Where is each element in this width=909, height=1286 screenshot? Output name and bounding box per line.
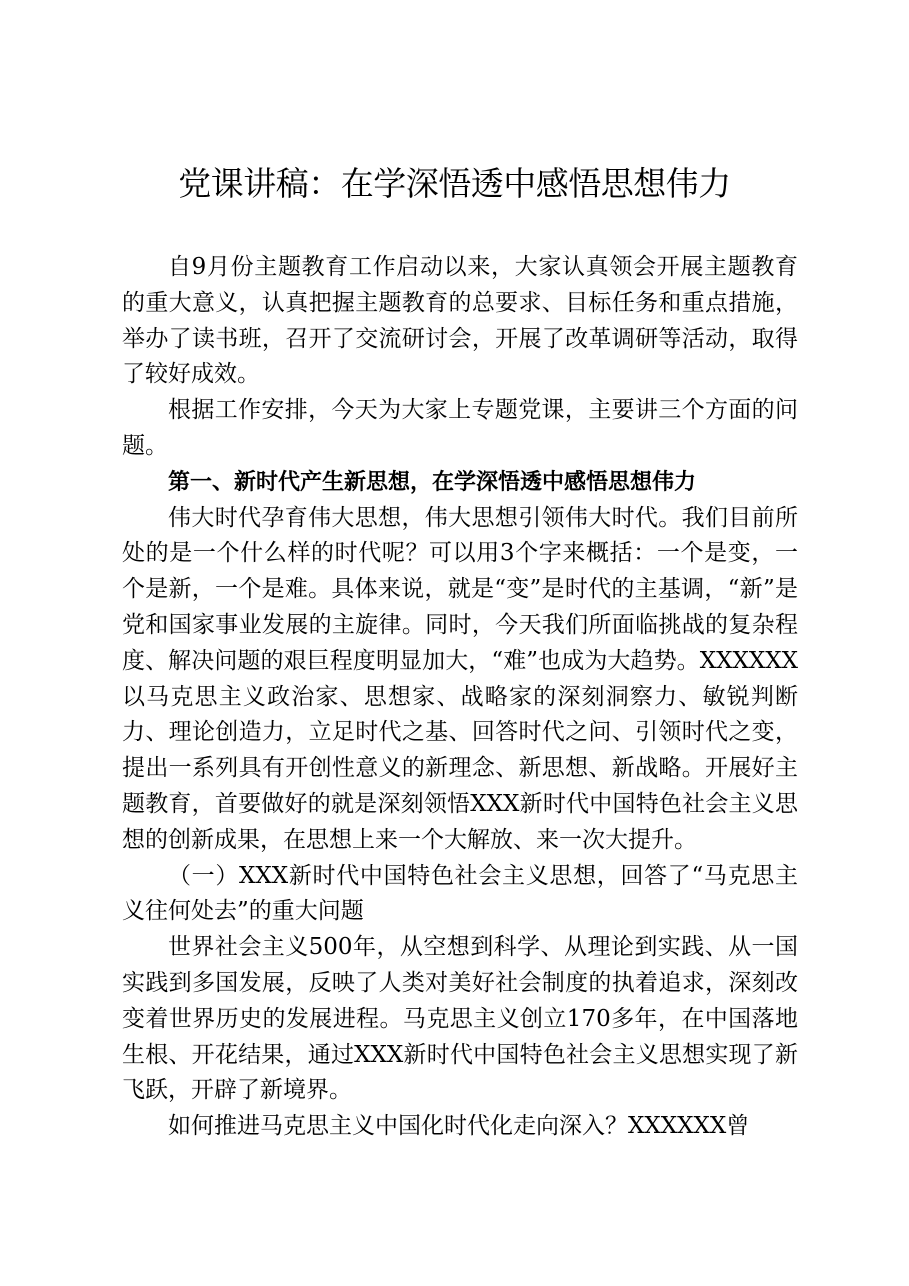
paragraph-arrangement: 根据工作安排，今天为大家上专题党课，主要讲三个方面的问题。 [122,397,798,459]
paragraph-era: 伟大时代孕育伟大思想，伟大思想引领伟大时代。我们目前所处的是一个什么样的时代呢？可以用3个字来概括：一个是变，一个是新，一个是难。具体来说，就是“变”是时代的主基调，“新”是党和国家事业发展的主旋律。同时，今天我们所面临挑战的复杂程度、解决问题的艰巨程度明显加大，“难”也成为大趋势。XXXXXX以马克思主义政治家、思想家、战略家的深刻洞察力、敏锐判断力、理论创造力，立足时代之基、回答时代之问、引领时代之变，提出一系列具有开创性意义的新理念、新思想、新战略。开展好主题教育，首要做好的就是深刻领悟XXX新时代中国特色社会主义思想的创新成果，在思想上来一个大解放、来一次大提升。 [122,504,798,853]
subsection-heading-1: （一）XXX新时代中国特色社会主义思想，回答了“马克思主义往何处去”的重大问题 [122,862,798,925]
paragraph-continued: 如何推进马克思主义中国化时代化走向深入？XXXXXX曾 [168,1113,750,1140]
document-body [122,250,798,1145]
paragraph-socialism: 世界社会主义500年，从空想到科学、从理论到实践、从一国实践到多国发展，反映了人类对美好社会制度的执着追求，深刻改变着世界历史的发展进程。马克思主义创立170多年，在中国落地生根、开花结果，通过XXX新时代中国特色社会主义思想实现了新飞跃，开辟了新境界。 [122,934,798,1104]
section-heading-1: 第一、新时代产生新思想，在学深悟透中感悟思想伟力 [168,469,697,495]
document-title: 党课讲稿：在学深悟透中感悟思想伟力 [178,164,731,203]
paragraph-intro: 自9月份主题教育工作启动以来，大家认真领会开展主题教育的重大意义，认真把握主题教育的总要求、目标任务和重点措施，举办了读书班，召开了交流研讨会，开展了改革调研等活动，取得了较好成效。 [122,254,798,388]
